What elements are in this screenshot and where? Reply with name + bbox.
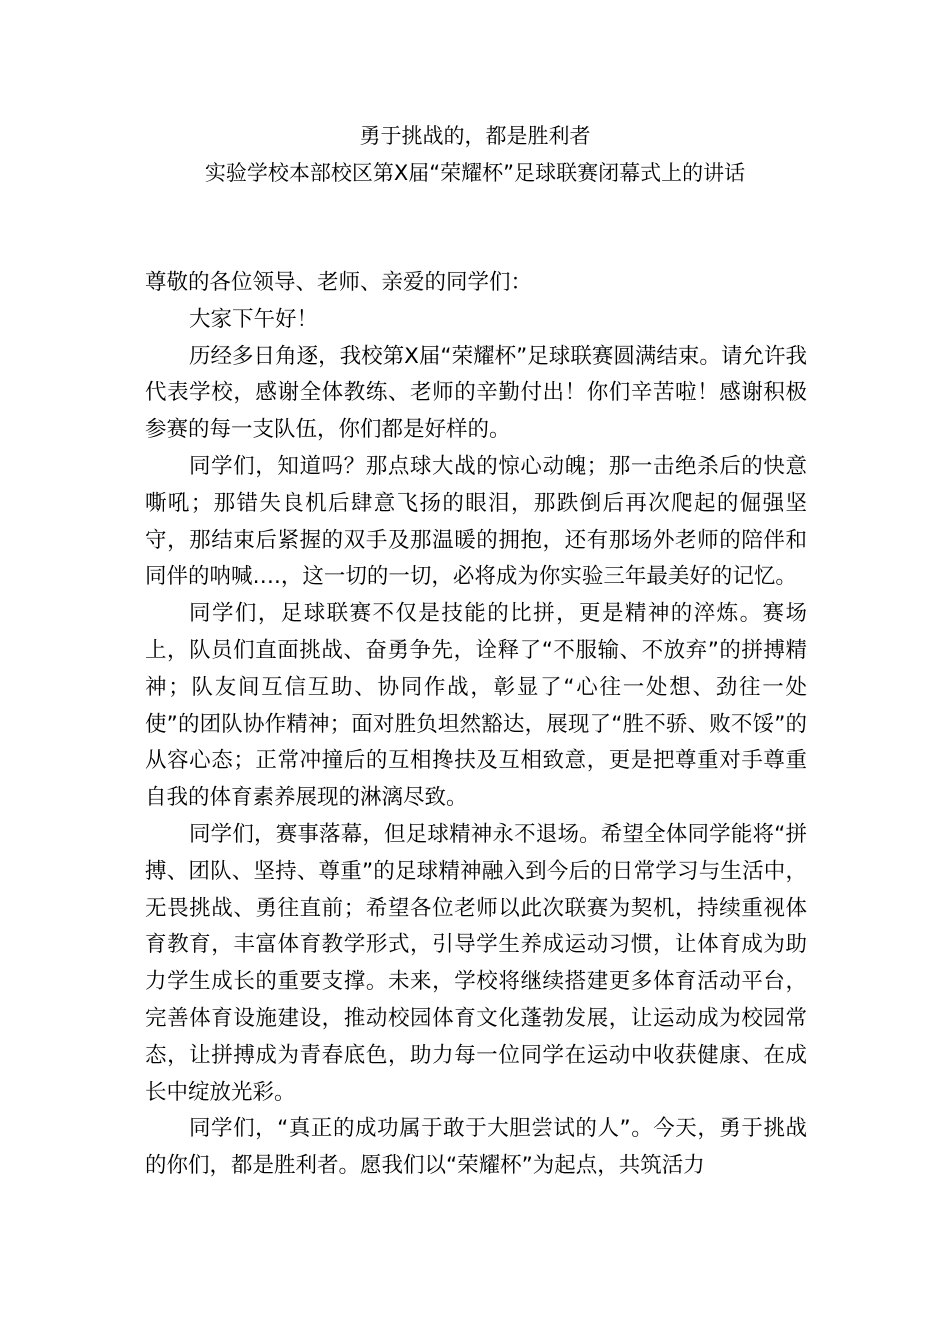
paragraph-hopes: 同学们，赛事落幕，但足球精神永不退场。希望全体同学能将“拼搏、团队、坚持、尊重”的足球精神融入到今后的日常学习与生活中，无畏挑战、勇往直前；希望各位老师以此次联赛为契机，持续重视体育教育，丰富体育教学形式，引导学生养成运动习惯，让体育成为助力学生成长的重要支撑。未来，学校将继续搭建更多体育活动平台，完善体育设施建设，推动校园体育文化蓬勃发展，让运动成为校园常态，让拼搏成为青春底色，助力每一位同学在运动中收获健康、在成长中绽放光彩。 — [145, 821, 807, 1105]
salutation: 尊敬的各位领导、老师、亲爱的同学们： — [145, 270, 533, 295]
document-subtitle: 实验学校本部校区第Ⅹ届“荣耀杯”足球联赛闭幕式上的讲话 — [204, 161, 746, 185]
document-body — [145, 265, 807, 1185]
paragraph-memories: 同学们，知道吗？那点球大战的惊心动魄；那一击绝杀后的快意嘶吼；那错失良机后肆意飞扬的眼泪，那跌倒后再次爬起的倔强坚守，那结束后紧握的双手及那温暖的拥抱，还有那场外老师的陪伴和同伴的呐喊….，这一切的一切，必将成为你实验三年最美好的记忆。 — [145, 453, 807, 590]
title-block — [0, 118, 950, 192]
paragraph-greeting: 大家下午好！ — [189, 306, 319, 332]
paragraph-thanks: 历经多日角逐，我校第Ⅹ届“荣耀杯”足球联赛圆满结束。请允许我代表学校，感谢全体教练、老师的辛勤付出！你们辛苦啦！感谢积极参赛的每一支队伍，你们都是好样的。 — [145, 343, 807, 443]
document-title: 勇于挑战的，都是胜利者 — [359, 124, 591, 148]
paragraph-spirit: 同学们，足球联赛不仅是技能的比拼，更是精神的淬炼。赛场上，队员们直面挑战、奋勇争先，诠释了“不服输、不放弃”的拼搏精神；队友间互信互助、协同作战，彰显了“心往一处想、劲往一处使”的团队协作精神；面对胜负坦然豁达，展现了“胜不骄、败不馁”的从容心态；正常冲撞后的互相搀扶及互相致意，更是把尊重对手尊重自我的体育素养展现的淋漓尽致。 — [145, 601, 807, 811]
paragraph-closing: 同学们，“真正的成功属于敢于大胆尝试的人”。今天，勇于挑战的你们，都是胜利者。愿我们以“荣耀杯”为起点，共筑活力 — [145, 1116, 807, 1179]
